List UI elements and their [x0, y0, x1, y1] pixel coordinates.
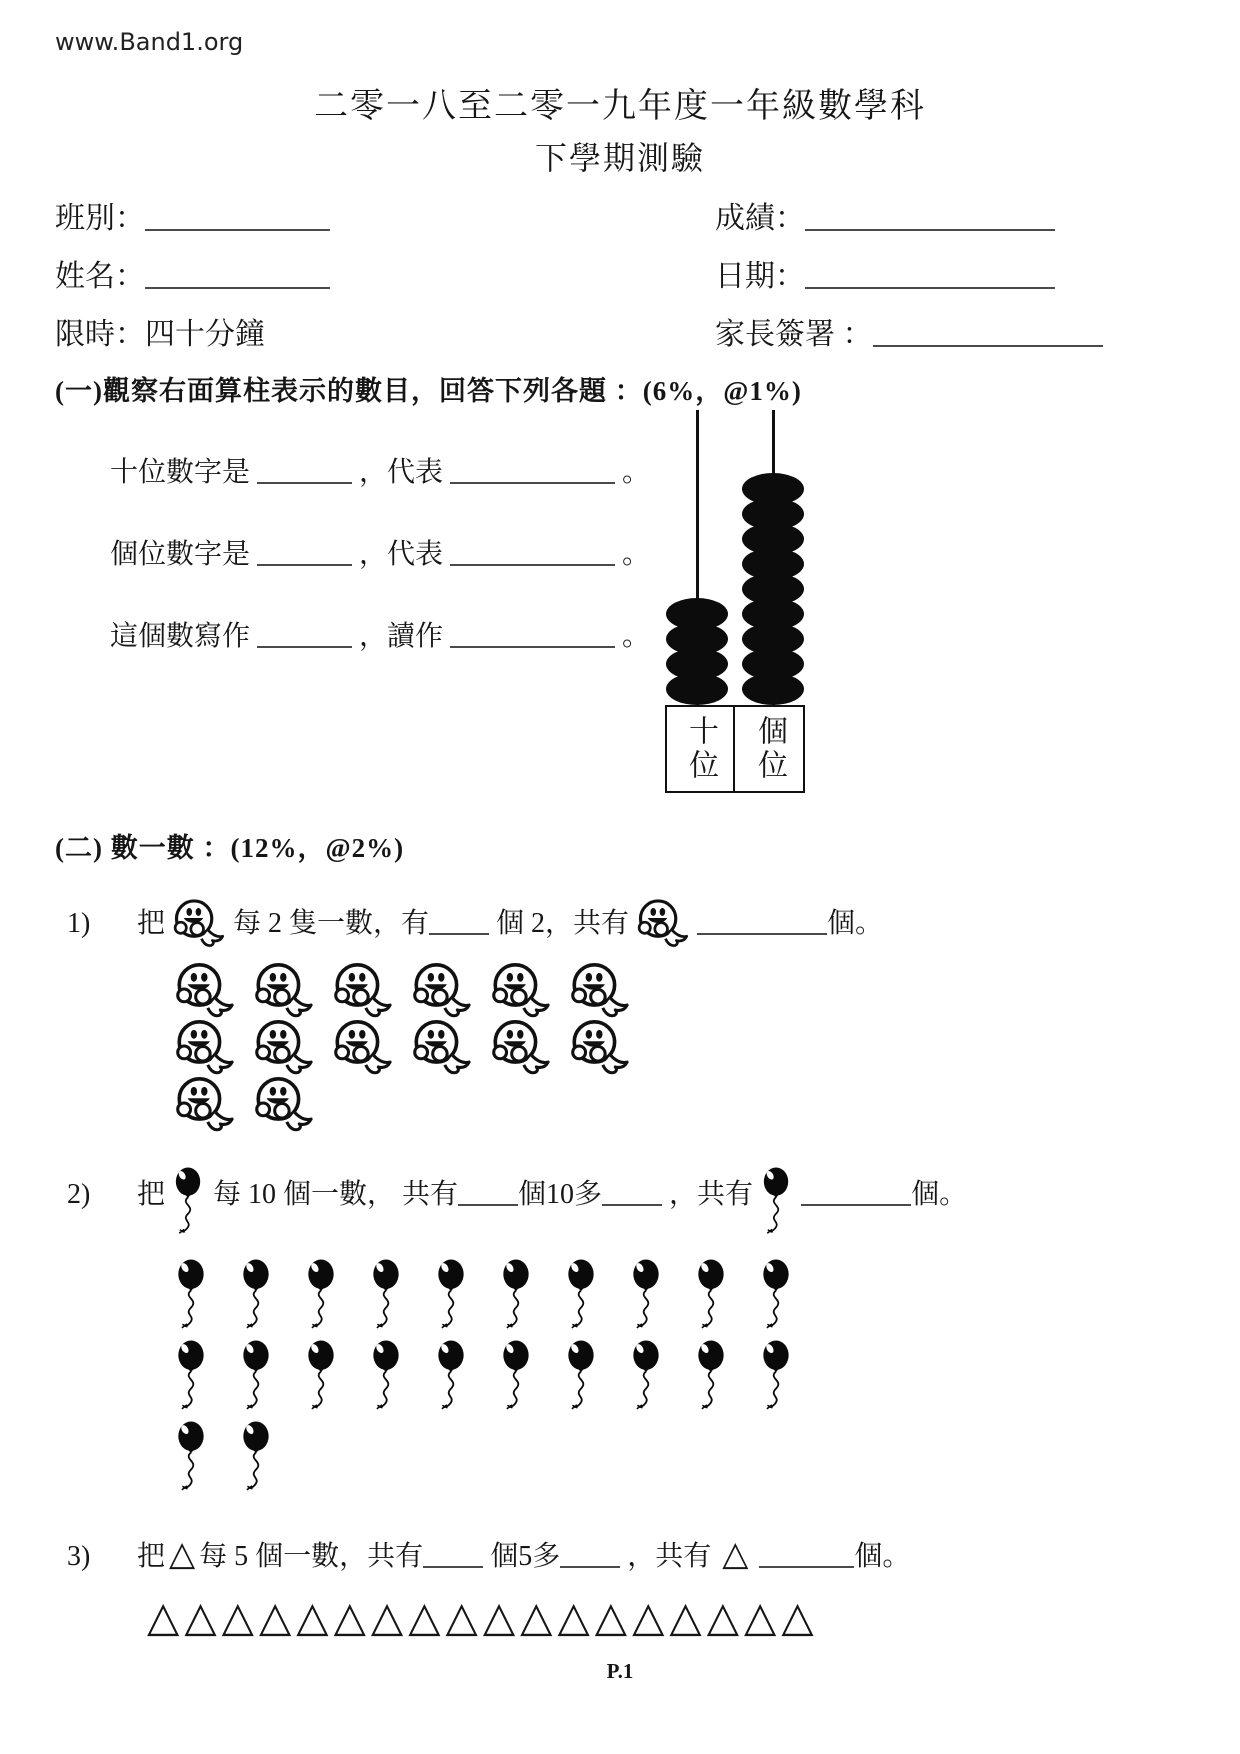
balloon-icon: [303, 1259, 341, 1338]
balloon-icon: [433, 1340, 471, 1419]
ghost-icon: [489, 962, 553, 1019]
ones-bead-stack: [742, 473, 804, 705]
triangle-icon: △: [557, 1595, 590, 1641]
ghost-icon: [331, 1019, 395, 1076]
triangle-icon: △: [445, 1595, 478, 1641]
question1-line: [55, 899, 1185, 948]
score-field: [715, 193, 1185, 237]
question1-number: 1): [67, 908, 91, 939]
page-footer: P.1: [606, 1659, 634, 1683]
ghost-icon: [171, 899, 227, 948]
question-text: ，共有: [669, 1179, 754, 1210]
score-blank: [805, 200, 1055, 232]
balloon-icon: [498, 1340, 536, 1419]
form-row-1: [55, 193, 1185, 237]
balloon-icon: [498, 1259, 536, 1338]
question-text: 每 2 隻一數，有: [233, 908, 430, 939]
question-text: 個10多: [518, 1179, 603, 1210]
balloon-icon: [173, 1340, 211, 1419]
ghost-grid: [173, 962, 1185, 1133]
abacus-bead: [742, 673, 804, 705]
question-text: 個5多: [490, 1541, 561, 1572]
triangle-icon: △: [408, 1595, 441, 1641]
ghost-icon: [252, 962, 316, 1019]
ghost-icon: [173, 962, 237, 1019]
abacus-labels: [655, 705, 815, 793]
answer-blank: [423, 1539, 483, 1568]
balloon-icon: [433, 1259, 471, 1338]
ghost-icon: [410, 962, 474, 1019]
answer-blank: [458, 1177, 518, 1206]
balloon-icon: [238, 1421, 276, 1500]
question-text: 把: [137, 908, 166, 939]
balloon-icon: [758, 1340, 796, 1419]
triangle-icon: △: [781, 1595, 814, 1641]
date-label: 日期：: [715, 260, 805, 293]
name-blank: [145, 258, 330, 290]
balloon-icon: [563, 1340, 601, 1419]
answer-blank: [602, 1177, 662, 1206]
question3-line: [55, 1534, 1185, 1574]
triangle-icon: △: [169, 1536, 196, 1573]
abacus-ones-label: 個位: [735, 705, 805, 793]
question-text: ，讀作: [359, 621, 444, 652]
balloon-icon: [628, 1340, 666, 1419]
balloon-icon: [563, 1259, 601, 1338]
triangle-icon: △: [296, 1595, 329, 1641]
question-text: 個位數字是: [110, 539, 251, 570]
triangle-icon: △: [370, 1595, 404, 1641]
page-title: 二零一八至二零一九年度一年級數學科: [314, 88, 926, 125]
ghost-icon: [410, 1019, 474, 1076]
answer-blank: [450, 537, 615, 566]
ghost-icon: [173, 1019, 237, 1076]
ghost-icon: [252, 1019, 316, 1076]
triangle-icon: △: [258, 1595, 292, 1641]
question-text: 把: [137, 1541, 166, 1572]
question-line-tens: [110, 408, 1185, 490]
balloon-icon: [171, 1167, 207, 1243]
question-text: 。: [622, 621, 651, 652]
answer-blank: [429, 906, 489, 935]
balloon-icon: [368, 1259, 406, 1338]
balloon-icon: [693, 1340, 731, 1419]
triangle-icon: △: [744, 1595, 777, 1641]
signature-blank: [873, 316, 1103, 348]
balloon-icon: [173, 1421, 211, 1500]
balloon-icon: [628, 1259, 666, 1338]
answer-blank: [450, 619, 615, 648]
balloon-icon: [238, 1259, 276, 1338]
watermark: www.Band1.org: [55, 28, 244, 56]
signature-label: 家長簽署 ：: [715, 318, 873, 351]
question-text: ，代表: [359, 539, 444, 570]
question-text: 。: [622, 539, 651, 570]
triangle-icon: △: [632, 1595, 665, 1641]
question-text: ，代表: [359, 457, 444, 488]
ghost-icon: [635, 899, 691, 948]
question-line-ones: [110, 490, 1185, 572]
abacus-rods: [655, 410, 815, 705]
balloon-icon: [303, 1340, 341, 1419]
answer-blank: [257, 455, 352, 484]
question-text: 個。: [911, 1179, 968, 1210]
balloon-icon: [173, 1259, 211, 1338]
question-text: 這個數寫作: [110, 621, 251, 652]
answer-blank: [801, 1177, 911, 1206]
section1-body: [55, 408, 1185, 810]
triangle-icon: △: [221, 1595, 254, 1641]
triangle-icon: △: [594, 1595, 628, 1641]
class-blank: [145, 200, 330, 232]
balloon-icon: [758, 1259, 796, 1338]
question-text: 十位數字是: [110, 457, 251, 488]
question-text: 。: [622, 457, 651, 488]
question-text: 把: [137, 1179, 166, 1210]
balloon-icon: [368, 1340, 406, 1419]
signature-field: [715, 309, 1185, 353]
ghost-icon: [252, 1076, 316, 1133]
score-label: 成績：: [715, 202, 805, 235]
balloon-grid: [173, 1259, 1185, 1500]
abacus-tens-rod: [662, 410, 732, 705]
answer-blank: [450, 455, 615, 484]
form-row-3: [55, 309, 1185, 353]
question-text: 個 2，共有: [496, 908, 630, 939]
answer-blank: [560, 1539, 620, 1568]
abacus-ones-rod: [738, 410, 808, 705]
balloon-icon: [759, 1167, 795, 1243]
section1-heading: (一)觀察右面算柱表示的數目，回答下列各題 ：(6%，@1%): [55, 376, 802, 406]
ghost-icon: [568, 1019, 632, 1076]
question-text: 個。: [854, 1541, 911, 1572]
abacus-tens-label: 十位: [665, 705, 735, 793]
abacus-bead: [666, 673, 728, 705]
balloon-icon: [693, 1259, 731, 1338]
section2-heading: (二) 數一數 ：(12%，@2%): [55, 833, 405, 863]
triangle-icon: △: [722, 1536, 749, 1573]
page-subtitle: 下學期測驗: [534, 140, 705, 176]
triangle-icon: △: [184, 1595, 217, 1641]
form-row-2: [55, 251, 1185, 295]
class-label: 班別：: [55, 202, 145, 235]
name-field: [55, 251, 330, 295]
triangle-icon: △: [333, 1595, 366, 1641]
question-text: 每 10 個一數， 共有: [213, 1179, 459, 1210]
question-text: ，共有: [627, 1541, 712, 1572]
question2-line: [55, 1167, 1185, 1243]
triangle-icon: △: [482, 1595, 516, 1641]
triangle-icon: △: [520, 1595, 553, 1641]
time-limit-text: 限時：四十分鐘: [55, 318, 265, 351]
triangle-row: [147, 1592, 1185, 1642]
date-field: [715, 251, 1185, 295]
answer-blank: [257, 619, 352, 648]
question-line-write-read: [110, 572, 1185, 654]
ghost-icon: [489, 1019, 553, 1076]
tens-bead-stack: [666, 598, 728, 705]
ghost-icon: [173, 1076, 237, 1133]
ghost-icon: [331, 962, 395, 1019]
ghost-icon: [568, 962, 632, 1019]
class-field: [55, 193, 330, 237]
answer-blank: [257, 537, 352, 566]
question3-number: 3): [67, 1541, 91, 1572]
question2-number: 2): [67, 1179, 91, 1210]
answer-blank: [697, 906, 827, 935]
triangle-icon: △: [706, 1595, 739, 1641]
abacus: [655, 410, 815, 793]
name-label: 姓名：: [55, 260, 145, 293]
question-text: 個。: [827, 908, 884, 939]
question-text: 每 5 個一數，共有: [199, 1541, 424, 1572]
date-blank: [805, 258, 1055, 290]
triangle-icon: △: [147, 1595, 180, 1641]
balloon-icon: [238, 1340, 276, 1419]
answer-blank: [759, 1539, 854, 1568]
triangle-icon: △: [669, 1595, 702, 1641]
